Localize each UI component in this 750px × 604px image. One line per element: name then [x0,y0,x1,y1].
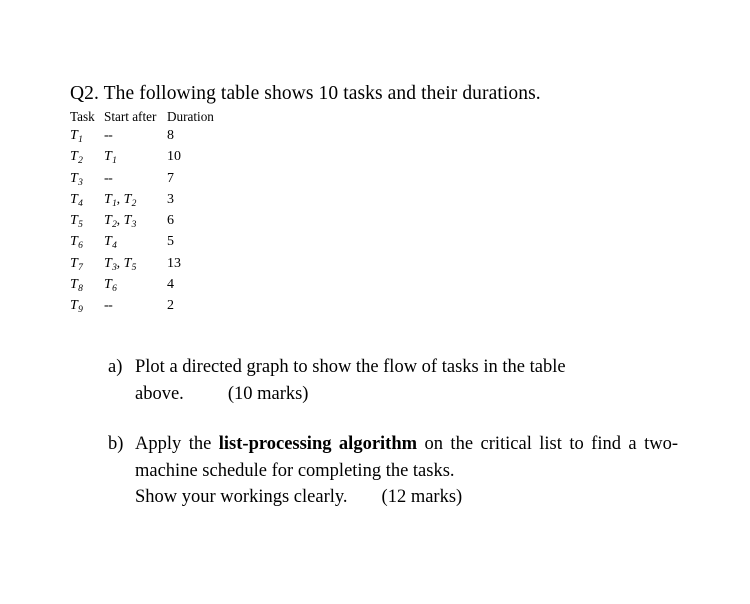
task-label: $T_3$ [70,170,83,188]
task-subscript: 5 [78,220,83,231]
dependency-label: $T_1$ [104,191,117,209]
page-title: Q2. The following table shows 10 tasks and their durations. [70,83,541,104]
task-subscript: 1 [112,198,117,209]
cell-start-after [104,298,167,319]
task-duration-table [70,109,227,320]
cell-start-after [104,234,167,255]
dependency-label: $T_2$ [123,191,137,209]
task-subscript: 8 [78,284,83,295]
cell-start-after [104,149,167,170]
dependency-label: $T_6$ [104,277,117,295]
column-header-task: Task [70,109,95,124]
dependency-label: $T_5$ [123,255,137,273]
cell-duration: 8 [167,128,174,143]
table-row [70,192,227,213]
dependency-label: $T_4$ [104,234,117,252]
table-body [70,128,227,320]
task-subscript: 1 [112,156,117,167]
task-subscript: 6 [78,241,83,252]
dependency-label: $T_3$ [123,213,137,231]
question-a-marker: a) [108,357,123,377]
no-dependency-dash: -- [104,128,113,143]
cell-task [70,171,104,192]
table-header [70,109,227,128]
task-subscript: 6 [112,284,117,295]
cell-duration: 2 [167,298,174,314]
question-b-text-last: Show your workings clearly. [135,487,348,507]
cell-duration: 7 [167,170,174,186]
cell-task [70,298,104,319]
cell-task [70,277,104,298]
table-row [70,128,227,149]
task-label: $T_6$ [70,234,83,252]
task-subscript: 9 [78,305,83,316]
question-a-marks: (10 marks) [227,383,309,404]
question-b-marks: (12 marks) [381,487,463,507]
task-subscript: 5 [131,262,137,273]
question-b-last-line [108,484,678,511]
cell-duration: 3 [167,191,174,207]
question-a [108,354,674,407]
task-subscript: 2 [112,220,117,231]
question-b-marker: b) [108,434,124,454]
cell-task [70,128,104,149]
no-dependency-dash: -- [104,298,113,314]
task-label: $T_1$ [70,128,83,145]
task-subscript: 7 [78,262,83,273]
task-subscript: 2 [131,198,137,209]
task-label: $T_9$ [70,298,83,316]
cell-start-after [104,128,167,149]
task-label: $T_2$ [70,149,83,167]
question-b-bold-term: list-processing algorithm [218,434,418,454]
cell-task [70,192,104,213]
task-subscript: 3 [131,220,137,231]
question-b-text-before-bold: Apply the [135,434,212,454]
cell-duration: 6 [167,213,174,229]
dependency-label: $T_1$ [104,149,117,167]
task-label: $T_5$ [70,213,83,231]
table-row [70,256,227,277]
task-subscript: 1 [78,135,83,145]
question-b [108,431,678,511]
question-b-text-after-bold: on the critical list to find a two-machine schedule for completing the tasks. [135,434,679,481]
cell-duration: 10 [167,149,181,165]
question-b-body [108,431,678,484]
question-a-body [108,354,674,407]
table-row [70,213,227,234]
table-row [70,171,227,192]
table-header-row [70,109,227,128]
task-label: $T_4$ [70,191,83,209]
question-a-line2: above. [135,383,184,404]
cell-task [70,256,104,277]
task-subscript: 4 [78,198,83,209]
task-label: $T_7$ [70,255,83,273]
cell-duration: 4 [167,277,174,293]
table-row [70,149,227,170]
column-header-start-after: Start after [104,109,157,124]
cell-task [70,213,104,234]
table-row [70,298,227,319]
task-subscript: 3 [112,262,117,273]
cell-start-after [104,277,167,298]
no-dependency-dash: -- [104,170,113,186]
task-label: $T_8$ [70,277,83,295]
table-row [70,277,227,298]
cell-duration: 13 [167,255,181,271]
cell-start-after: $T_1$, $T_2$ [104,191,137,209]
cell-start-after [104,171,167,192]
task-subscript: 3 [78,177,83,188]
table-row [70,234,227,255]
cell-task [70,234,104,255]
task-subscript: 4 [112,241,117,252]
column-header-duration: Duration [167,109,214,124]
cell-duration: 5 [167,234,174,250]
dependency-label: $T_2$ [104,213,117,231]
cell-start-after: $T_3$, $T_5$ [104,255,137,273]
cell-task [70,149,104,170]
cell-start-after: $T_2$, $T_3$ [104,213,137,231]
dependency-label: $T_3$ [104,255,117,273]
task-subscript: 2 [78,156,83,167]
question-a-line1: Plot a directed graph to show the flow of tasks in the table [135,357,566,377]
